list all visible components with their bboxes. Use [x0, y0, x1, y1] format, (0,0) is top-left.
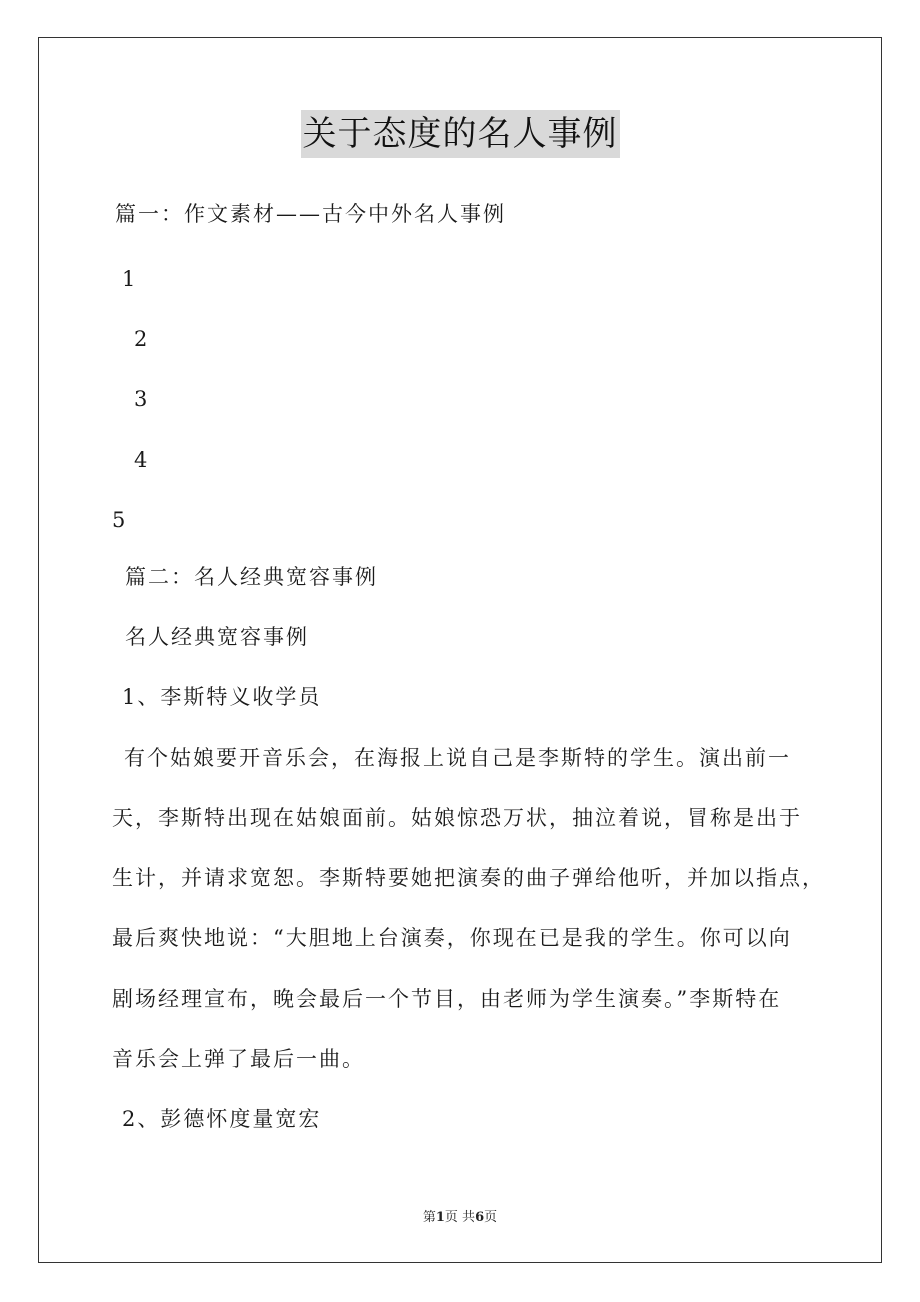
footer-current-page: 1	[435, 1210, 445, 1225]
list-number-3: 3	[134, 387, 150, 411]
paragraph-line-5: 剧场经理宣布，晚会最后一个节目，由老师为学生演奏。”李斯特在	[112, 987, 782, 1011]
paragraph-line-6: 音乐会上弹了最后一曲。	[112, 1047, 365, 1071]
paragraph-line-4: 最后爽快地说：“大胆地上台演奏，你现在已是我的学生。你可以向	[112, 926, 792, 950]
example-heading-2: 2、彭德怀度量宽宏	[122, 1107, 322, 1131]
example-heading-1: 1、李斯特义收学员	[122, 685, 322, 709]
footer-page-suffix: 页	[484, 1210, 498, 1225]
list-number-2: 2	[134, 327, 150, 351]
subheading: 名人经典宽容事例	[125, 625, 309, 649]
paragraph-line-3: 生计，并请求宽恕。李斯特要她把演奏的曲子弹给他听，并加以指点，	[112, 866, 825, 890]
paragraph-line-2: 天，李斯特出现在姑娘面前。姑娘惊恐万状，抽泣着说，冒称是出于	[112, 806, 802, 830]
section-heading-2: 篇二：名人经典宽容事例	[125, 565, 378, 589]
footer-page-mid: 页 共	[444, 1210, 476, 1225]
document-title: 关于态度的名人事例	[301, 110, 620, 158]
footer-page-prefix: 第	[422, 1210, 436, 1225]
footer-total-pages: 6	[475, 1210, 485, 1225]
list-number-5: 5	[112, 508, 128, 532]
page-footer	[0, 1206, 920, 1225]
title-container	[0, 110, 920, 158]
section-heading-1: 篇一：作文素材——古今中外名人事例	[115, 202, 506, 226]
list-number-4: 4	[134, 448, 150, 472]
list-number-1: 1	[122, 267, 138, 291]
paragraph-line-1: 有个姑娘要开音乐会，在海报上说自己是李斯特的学生。演出前一	[124, 746, 791, 770]
